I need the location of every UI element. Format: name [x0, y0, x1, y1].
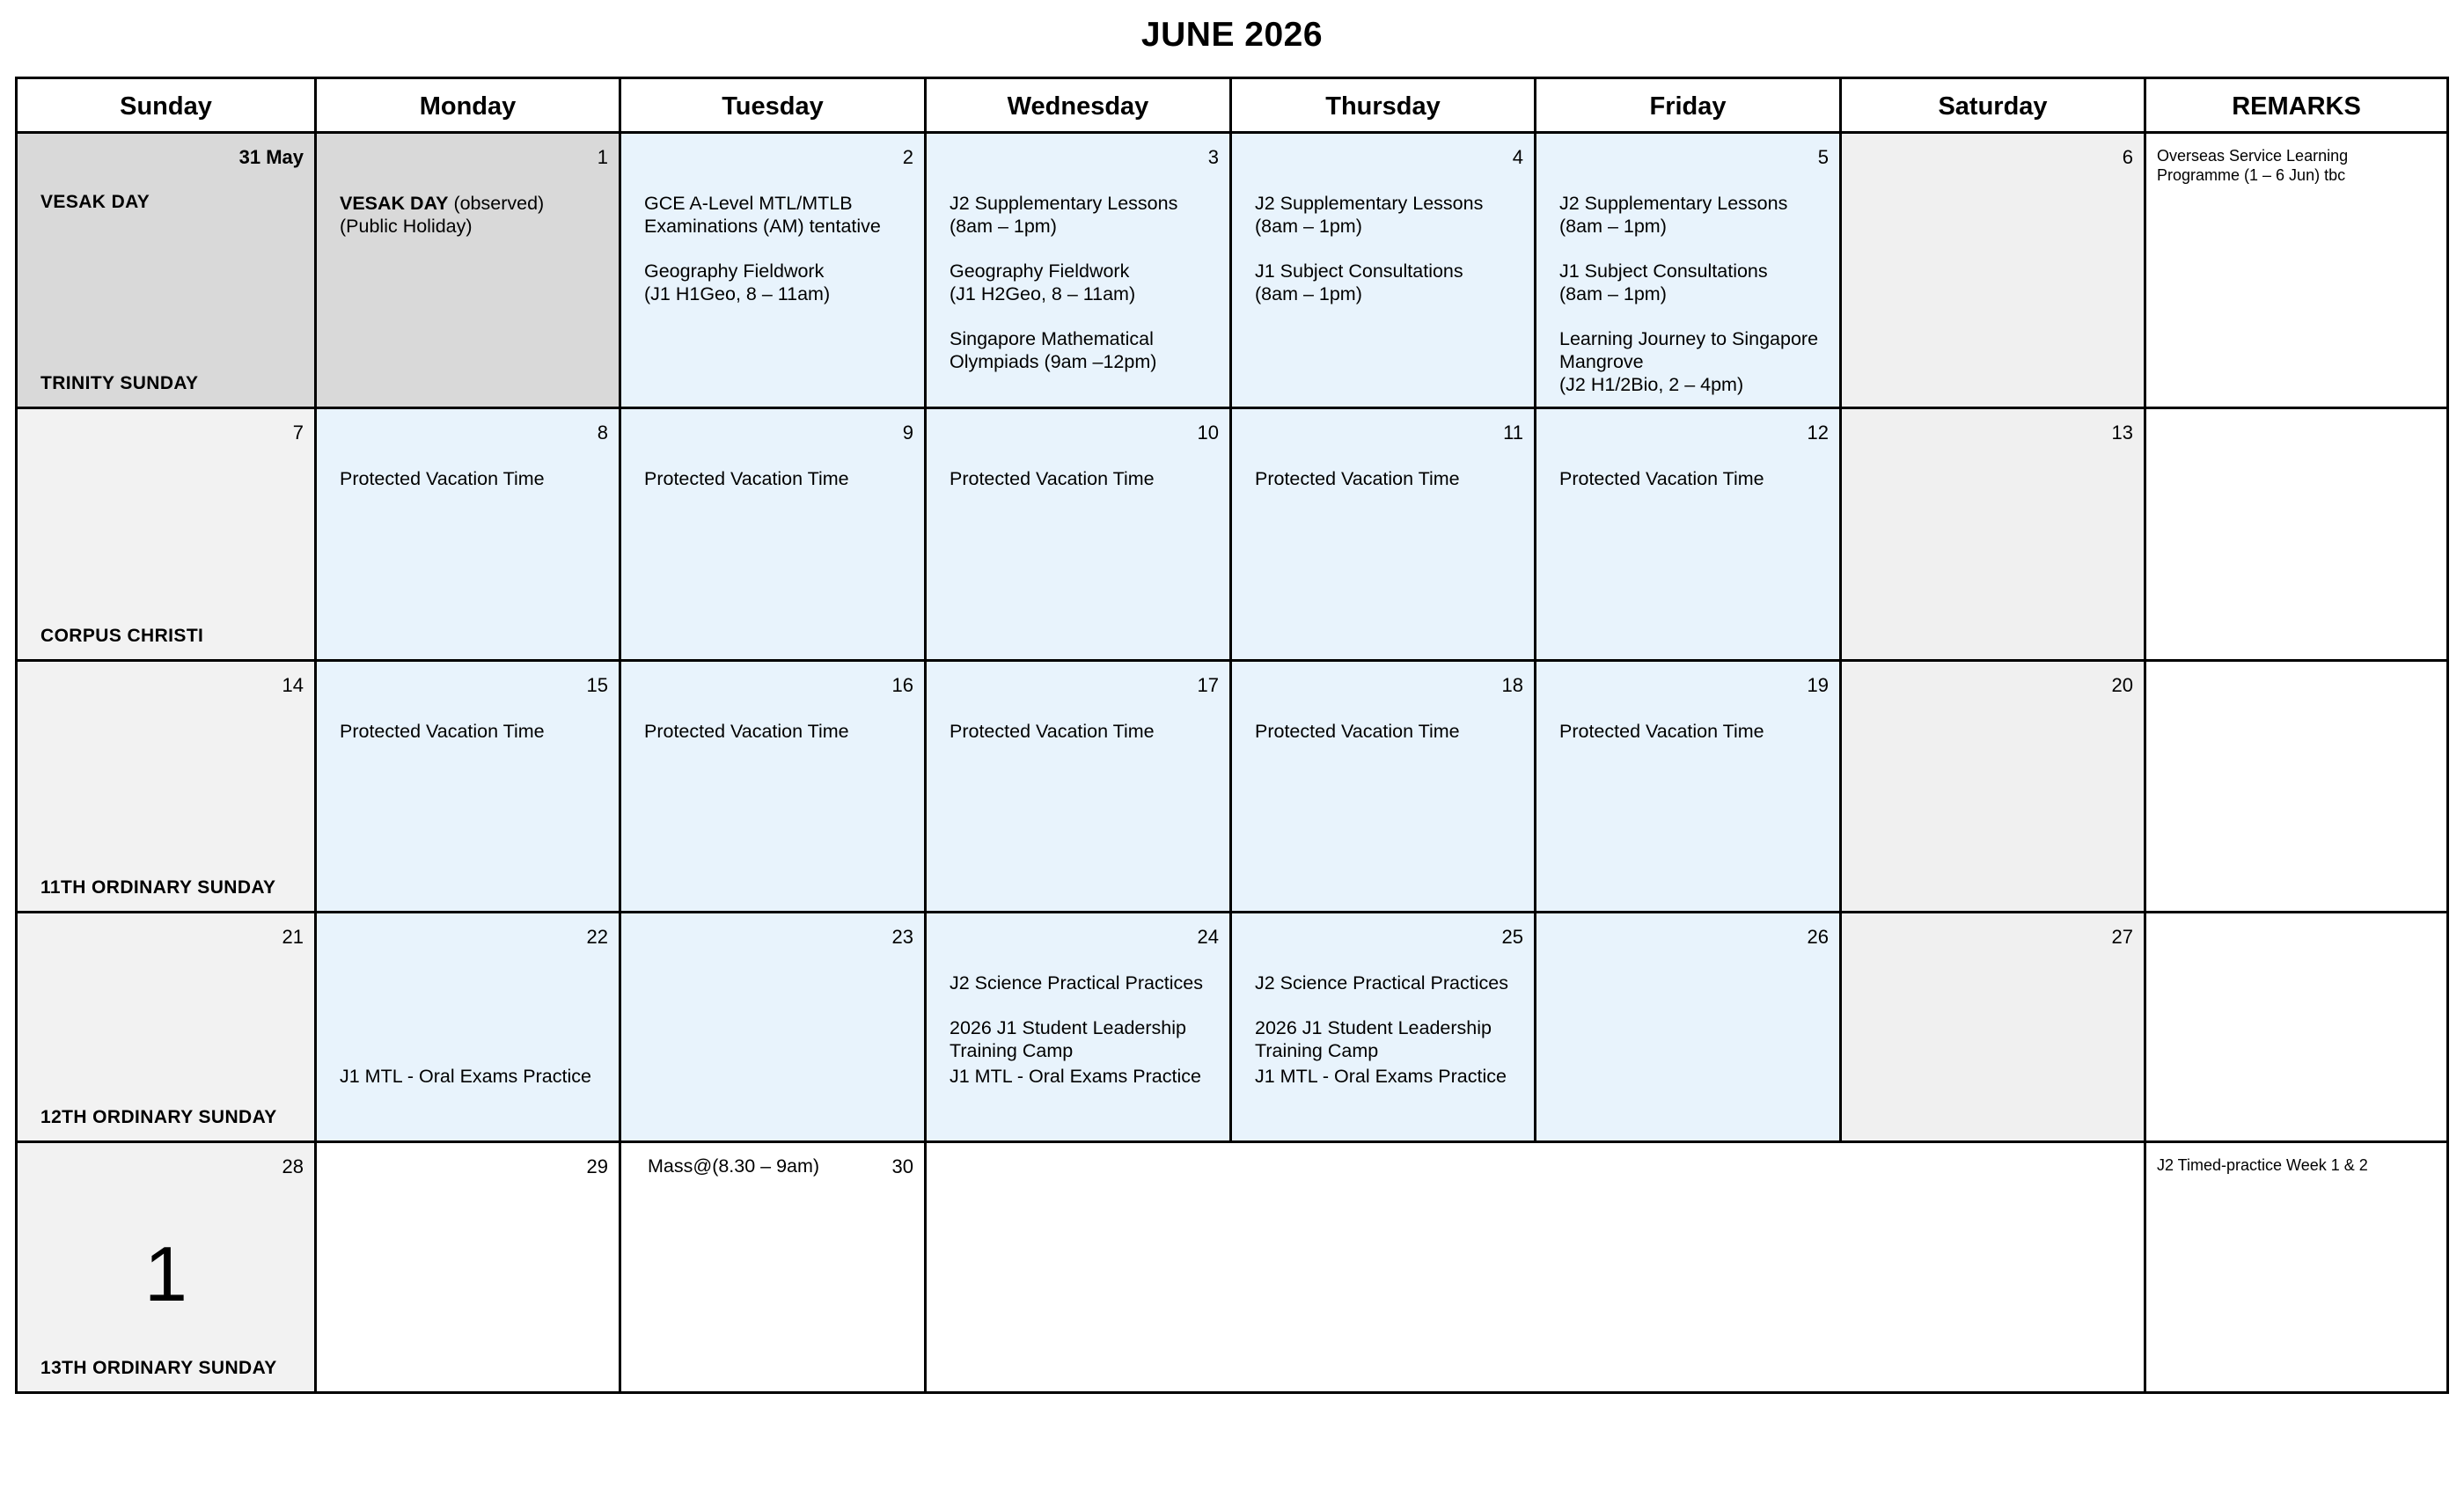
date-number: 15 [586, 674, 608, 696]
day-cell-30 [621, 1143, 927, 1391]
day-cell-21 [18, 913, 317, 1143]
holiday-label: VESAK DAY [40, 192, 150, 212]
header-tuesday: Tuesday [621, 79, 927, 134]
day-cell-17 [927, 662, 1232, 913]
date-number: 12 [1807, 422, 1829, 444]
day-cell-12 [1536, 409, 1842, 662]
header-sunday: Sunday [18, 79, 317, 134]
event: J2 Supplementary Lessons (8am – 1pm) [1255, 193, 1484, 237]
remarks-cell-week3 [2146, 662, 2446, 913]
event: J1 Subject Consultations (8am – 1pm) [1255, 260, 1463, 304]
day-cell-26 [1536, 913, 1842, 1143]
sunday-label: 12TH ORDINARY SUNDAY [40, 1107, 277, 1127]
day-cell-25 [1232, 913, 1536, 1143]
event: Protected Vacation Time [1255, 721, 1460, 742]
date-number: 9 [902, 422, 913, 444]
remarks-cell-week4 [2146, 913, 2446, 1143]
empty-month-end-area [927, 1143, 2146, 1391]
date-number: 7 [292, 422, 304, 444]
day-cell-29 [317, 1143, 621, 1391]
calendar-title: JUNE 2026 [1140, 16, 1324, 54]
day-cell-1 [317, 134, 621, 409]
date-number: 19 [1807, 674, 1829, 696]
day-cell-11 [1232, 409, 1536, 662]
event: Protected Vacation Time [1255, 468, 1460, 489]
date-number: 2 [902, 146, 913, 168]
header-monday: Monday [317, 79, 621, 134]
date-number: 6 [2122, 146, 2133, 168]
header-remarks: REMARKS [2146, 79, 2446, 134]
date-number: 14 [282, 674, 304, 696]
day-cell-27 [1842, 913, 2146, 1143]
header-saturday: Saturday [1842, 79, 2146, 134]
date-number: 8 [597, 422, 608, 444]
event: Protected Vacation Time [340, 468, 545, 489]
holiday-note: (observed) (Public Holiday) [340, 193, 545, 237]
remarks-cell-week2 [2146, 409, 2446, 662]
event: 2026 J1 Student Leadership Training Camp [1255, 1017, 1492, 1061]
date-number: 27 [2111, 926, 2133, 948]
remarks-cell-week1 [2146, 134, 2446, 409]
day-cell-24 [927, 913, 1232, 1143]
event: 2026 J1 Student Leadership Training Camp [950, 1017, 1186, 1061]
date-number: 20 [2111, 674, 2133, 696]
day-cell-2 [621, 134, 927, 409]
day-cell-3 [927, 134, 1232, 409]
event: J1 MTL - Oral Exams Practice [340, 1066, 591, 1087]
day-cell-10 [927, 409, 1232, 662]
date-number: 31 May [238, 146, 304, 168]
event: J1 Subject Consultations (8am – 1pm) [1559, 260, 1768, 304]
day-cell-5 [1536, 134, 1842, 409]
event: J1 MTL - Oral Exams Practice [950, 1066, 1201, 1087]
event: Protected Vacation Time [644, 468, 849, 489]
date-number: 26 [1807, 926, 1829, 948]
date-number: 18 [1501, 674, 1523, 696]
date-number: 28 [282, 1155, 304, 1177]
day-cell-23 [621, 913, 927, 1143]
date-number: 24 [1197, 926, 1219, 948]
date-number: 1 [597, 146, 608, 168]
date-number: 17 [1197, 674, 1219, 696]
date-number: 22 [586, 926, 608, 948]
day-cell-9 [621, 409, 927, 662]
day-cell-7 [18, 409, 317, 662]
day-cell-8 [317, 409, 621, 662]
header-friday: Friday [1536, 79, 1842, 134]
event: Learning Journey to Singapore Mangrove (J2 H1/2Bio, 2 – 4pm) [1559, 328, 1819, 395]
date-number: 21 [282, 926, 304, 948]
date-number: 10 [1197, 422, 1219, 444]
date-number: 4 [1512, 146, 1523, 168]
event: Protected Vacation Time [950, 721, 1155, 742]
event: Geography Fieldwork (J1 H1Geo, 8 – 11am) [644, 260, 831, 304]
day-cell-20 [1842, 662, 2146, 913]
event: J2 Supplementary Lessons (8am – 1pm) [1559, 193, 1788, 237]
event: Protected Vacation Time [644, 721, 849, 742]
event: J1 MTL - Oral Exams Practice [1255, 1066, 1507, 1087]
event: Geography Fieldwork (J1 H2Geo, 8 – 11am) [950, 260, 1136, 304]
event: GCE A-Level MTL/MTLB Examinations (AM) tentative [644, 193, 881, 237]
event: Mass@(8.30 – 9am) [648, 1155, 820, 1177]
date-number: 13 [2111, 422, 2133, 444]
day-cell-14 [18, 662, 317, 913]
event: Protected Vacation Time [1559, 721, 1764, 742]
event: Protected Vacation Time [1559, 468, 1764, 489]
week-number: 1 [144, 1230, 187, 1317]
header-thursday: Thursday [1232, 79, 1536, 134]
day-cell-18 [1232, 662, 1536, 913]
day-cell-15 [317, 662, 621, 913]
event: Protected Vacation Time [340, 721, 545, 742]
date-number: 30 [891, 1155, 913, 1177]
calendar-grid [15, 77, 2449, 1394]
sunday-label: CORPUS CHRISTI [40, 626, 204, 646]
day-cell-may-31 [18, 134, 317, 409]
date-number: 29 [586, 1155, 608, 1177]
remark-text: J2 Timed-practice Week 1 & 2 [2157, 1156, 2368, 1174]
sunday-label: TRINITY SUNDAY [40, 373, 199, 393]
event [340, 192, 610, 238]
event: J2 Science Practical Practices [1255, 972, 1508, 994]
date-number: 25 [1501, 926, 1523, 948]
day-cell-19 [1536, 662, 1842, 913]
date-number: 5 [1817, 146, 1829, 168]
day-cell-4 [1232, 134, 1536, 409]
sunday-label: 13TH ORDINARY SUNDAY [40, 1358, 277, 1378]
day-cell-16 [621, 662, 927, 913]
date-number: 23 [891, 926, 913, 948]
holiday-name: VESAK DAY [340, 193, 449, 214]
remark-text: Overseas Service Learning Programme (1 – 6 Jun) tbc [2157, 147, 2349, 184]
day-cell-13 [1842, 409, 2146, 662]
sunday-label: 11TH ORDINARY SUNDAY [40, 877, 276, 898]
remarks-cell-week5 [2146, 1143, 2446, 1391]
event: Singapore Mathematical Olympiads (9am –12pm) [950, 328, 1157, 372]
date-number: 11 [1503, 422, 1523, 444]
header-wednesday: Wednesday [927, 79, 1232, 134]
date-number: 16 [891, 674, 913, 696]
day-cell-28 [18, 1143, 317, 1391]
day-cell-6 [1842, 134, 2146, 409]
event: J2 Supplementary Lessons (8am – 1pm) [950, 193, 1178, 237]
event: J2 Science Practical Practices [950, 972, 1203, 994]
date-number: 3 [1207, 146, 1219, 168]
event: Protected Vacation Time [950, 468, 1155, 489]
day-cell-22 [317, 913, 621, 1143]
